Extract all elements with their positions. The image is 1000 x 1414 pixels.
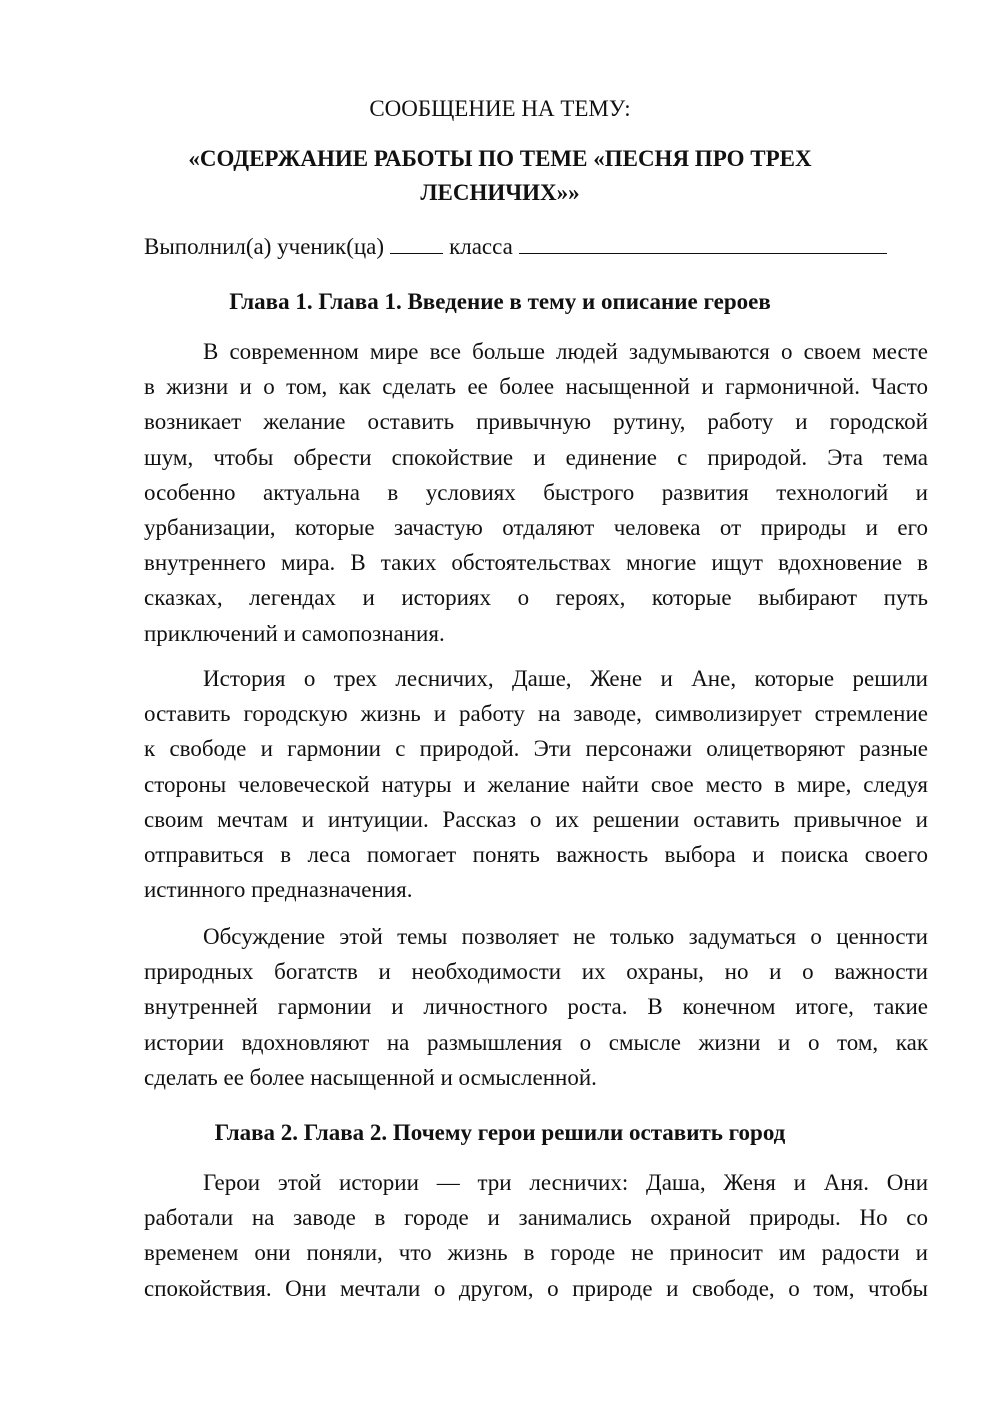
text-line: стороны человеческой натуры и желание найти свое место в мире, следуя bbox=[144, 771, 928, 797]
text-line: Обсуждение этой темы позволяет не только задуматься о ценности bbox=[203, 924, 928, 949]
text-line: В современном мире все больше людей задумываются о своем месте bbox=[203, 339, 928, 364]
text-line: истинного предназначения. bbox=[144, 877, 413, 903]
text-line: История о трех лесничих, Даше, Жене и Ане, которые решили bbox=[203, 666, 928, 691]
topic-line: СООБЩЕНИЕ НА ТЕМУ: bbox=[369, 96, 631, 121]
text-line: природных богатств и необходимости их охраны, но и о важности bbox=[144, 959, 928, 985]
chapter-1-paragraph-1 bbox=[144, 334, 928, 651]
text-line: в жизни и о том, как сделать ее более насыщенной и гармоничной. Часто bbox=[144, 374, 928, 400]
class-label: класса bbox=[449, 234, 513, 259]
text-line: особенно актуальна в условиях быстрого развития технологий и bbox=[144, 479, 928, 505]
document-title-line-1: «СОДЕРЖАНИЕ РАБОТЫ ПО ТЕМЕ «ПЕСНЯ ПРО ТРЕХ bbox=[188, 146, 812, 171]
text-line: приключений и самопознания. bbox=[144, 620, 445, 646]
text-line: Герои этой истории — три лесничих: Даша, Женя и Аня. Они bbox=[203, 1170, 928, 1195]
chapter-1-paragraph-3 bbox=[144, 919, 928, 1095]
text-line: возникает желание оставить привычную рутину, работу и городской bbox=[144, 409, 928, 435]
text-line: шум, чтобы обрести спокойствие и единение с природой. Эта тема bbox=[144, 444, 928, 470]
text-line: отправиться в леса помогает понять важность выбора и поиска своего bbox=[144, 841, 928, 867]
chapter-2-heading: Глава 2. Глава 2. Почему герои решили оставить город bbox=[214, 1120, 786, 1145]
grade-blank-field[interactable] bbox=[390, 235, 443, 254]
document-title-line-2: ЛЕСНИЧИХ»» bbox=[420, 180, 580, 205]
text-line: своим мечтам и интуиции. Рассказ о их решении оставить привычное и bbox=[144, 806, 928, 832]
text-line: работали на заводе в городе и занимались охраной природы. Но со bbox=[144, 1205, 928, 1231]
class-blank-field[interactable] bbox=[519, 235, 887, 254]
text-line: сказках, легендах и историях о героях, которые выбирают путь bbox=[144, 585, 928, 611]
text-line: внутренней гармонии и личностного роста. В конечном итоге, такие bbox=[144, 994, 928, 1020]
text-line: оставить городскую жизнь и работу на заводе, символизирует стремление bbox=[144, 701, 928, 727]
byline bbox=[144, 232, 887, 262]
text-line: к свободе и гармонии с природой. Эти персонажи олицетворяют разные bbox=[144, 736, 928, 762]
text-line: истории вдохновляют на размышления о смысле жизни и о том, как bbox=[144, 1029, 928, 1055]
performed-by-label: Выполнил(а) ученик(ца) bbox=[144, 234, 385, 259]
text-line: временем они поняли, что жизнь в городе не приносит им радости и bbox=[144, 1240, 928, 1266]
chapter-1-heading: Глава 1. Глава 1. Введение в тему и описание героев bbox=[229, 289, 771, 314]
text-line: внутреннего мира. В таких обстоятельствах многие ищут вдохновение в bbox=[144, 550, 928, 576]
chapter-1-paragraph-2 bbox=[144, 661, 928, 907]
text-line: урбанизации, которые зачастую отдаляют человека от природы и его bbox=[144, 514, 928, 540]
text-line: сделать ее более насыщенной и осмысленной. bbox=[144, 1064, 597, 1090]
chapter-2-paragraph-1 bbox=[144, 1165, 928, 1306]
text-line: спокойствия. Они мечтали о другом, о природе и свободе, о том, чтобы bbox=[144, 1275, 928, 1301]
